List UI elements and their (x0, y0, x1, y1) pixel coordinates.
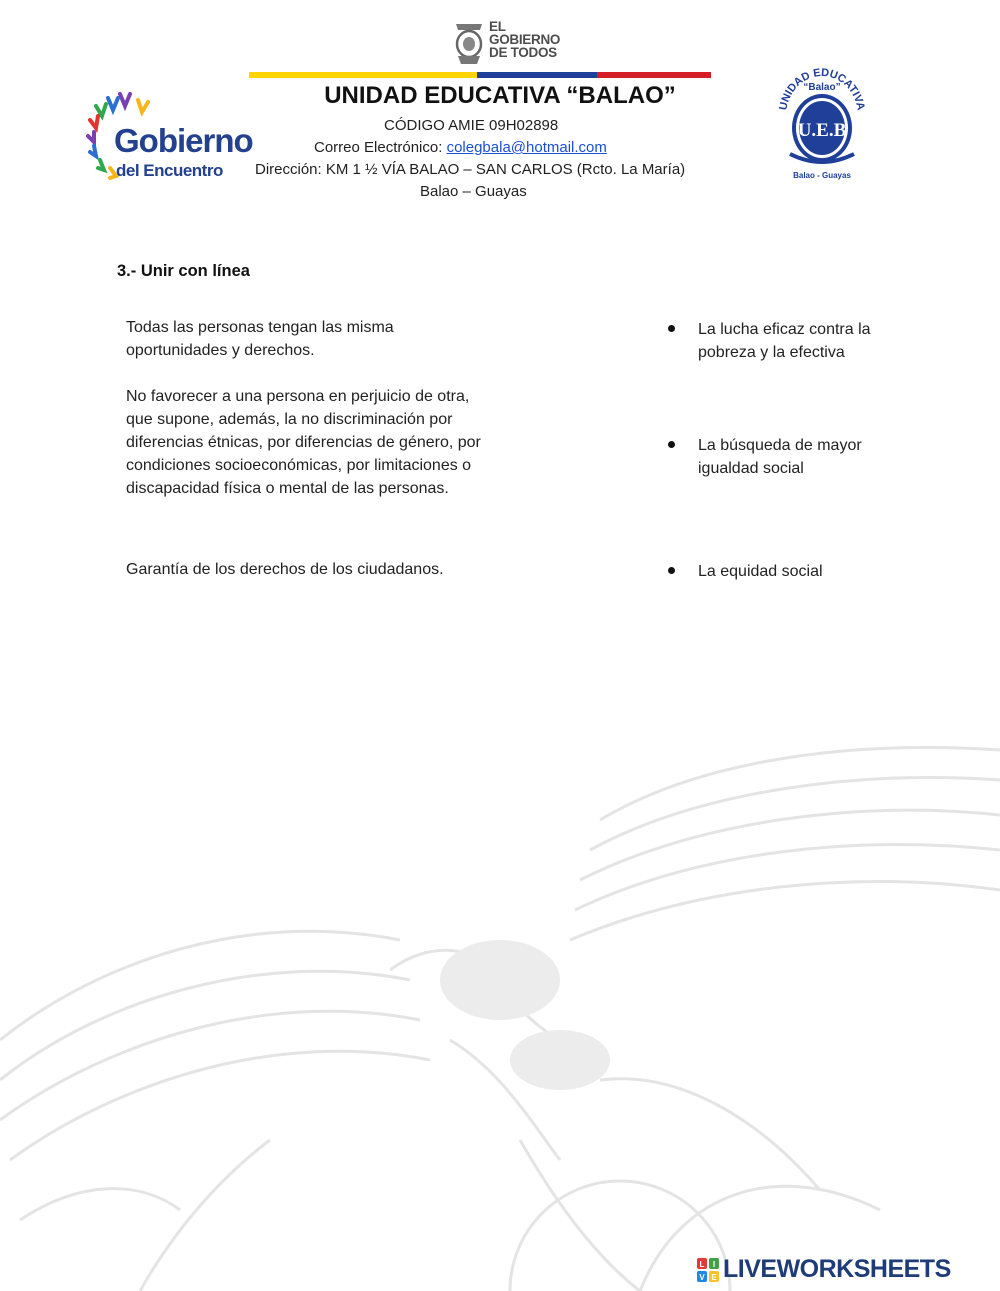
lw-mark-i: I (712, 1260, 716, 1269)
right-match-text: La equidad social (698, 563, 823, 580)
address-line: Dirección: KM 1 ½ VÍA BALAO – SAN CARLOS (Rcto. La María) (255, 161, 686, 178)
gov-logo-line-3: DE TODOS (489, 45, 557, 60)
city-line: Balao – Guayas (420, 183, 527, 200)
eagle-watermark-image (0, 740, 1000, 1291)
liveworksheets-mark-icon (697, 1258, 719, 1282)
right-match-text: La lucha eficaz contra la pobreza y la efectiva (698, 321, 871, 361)
liveworksheets-wordmark: LIVEWORKSHEETS (723, 1255, 951, 1283)
bullet-icon (668, 441, 675, 448)
encuentro-logo-word-2: del Encuentro (116, 161, 223, 180)
email-link[interactable]: colegbala@hotmail.com (446, 139, 607, 156)
lw-mark-v: V (699, 1273, 705, 1282)
gobierno-del-encuentro-logo (82, 90, 252, 190)
tricolor-divider (249, 72, 711, 78)
shield-footer-text: Balao - Guayas (793, 171, 851, 180)
gov-logo-line-2: GOBIERNO (489, 32, 561, 47)
left-match-item[interactable]: Todas las personas tengan las misma oportunidades y derechos. (126, 319, 394, 359)
bullet-icon (668, 325, 675, 332)
bullet-icon (668, 567, 675, 574)
shield-monogram: U.E.B (797, 120, 847, 141)
encuentro-logo-word-1: Gobierno (114, 122, 253, 159)
left-match-item[interactable]: Garantía de los derechos de los ciudadanos. (126, 561, 444, 578)
lw-mark-e: E (711, 1273, 717, 1282)
exercise-title: 3.- Unir con línea (117, 262, 250, 280)
ueb-school-shield-logo (776, 58, 868, 183)
gov-logo-line-1: EL (489, 19, 506, 34)
email-label: Correo Electrónico: (314, 139, 447, 156)
shield-arc-text: UNIDAD EDUCATIVA (777, 66, 867, 112)
amie-code: CÓDIGO AMIE 09H02898 (384, 117, 559, 134)
left-match-item[interactable]: No favorecer a una persona en perjuicio de otra, que supone, además, la no discriminación por diferencias étnicas, por diferencias de género, por condiciones socioeconómicas, por limitaciones o discapacidad física o mental de las personas. (126, 388, 481, 497)
school-name-heading: UNIDAD EDUCATIVA “BALAO” (324, 82, 676, 109)
liveworksheets-brand (697, 1255, 997, 1285)
right-match-text: La búsqueda de mayor igualdad social (698, 437, 862, 477)
email-line (314, 139, 607, 156)
shield-quote-text: “Balao” (803, 82, 841, 93)
ecuador-coat-of-arms-icon (452, 22, 486, 66)
lw-mark-l: L (699, 1260, 705, 1269)
gobierno-de-todos-logo (452, 18, 572, 70)
